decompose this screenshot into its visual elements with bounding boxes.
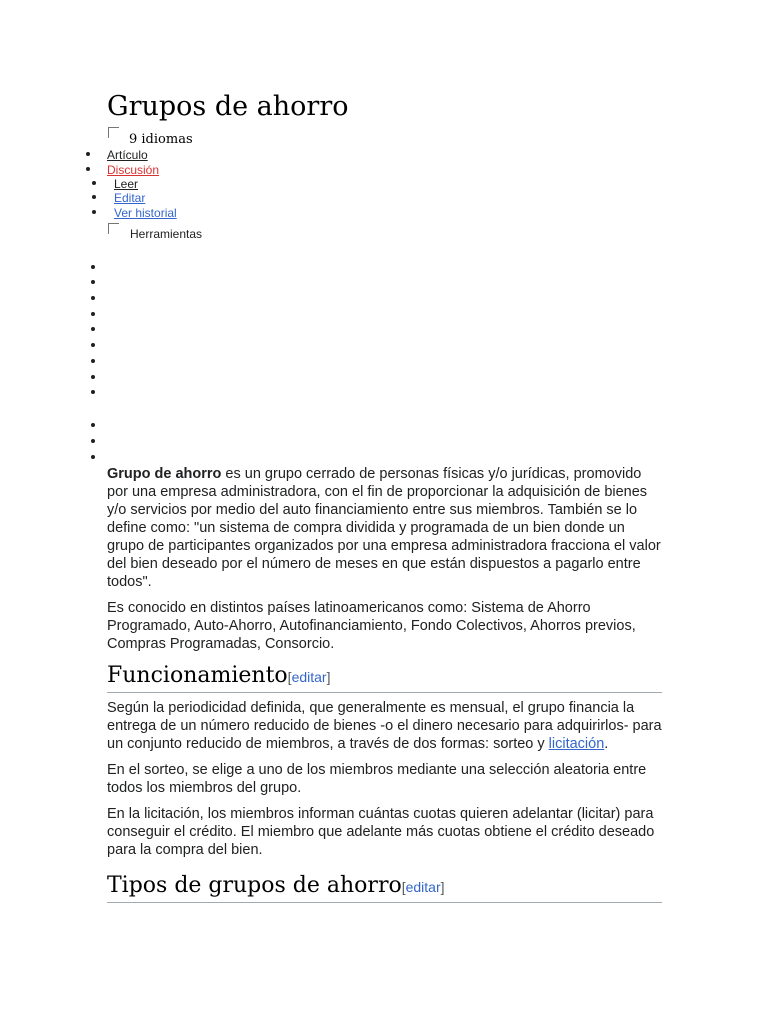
edit-section-link[interactable]: editar [291, 669, 327, 685]
page-title: Grupos de ahorro [107, 91, 349, 122]
edit-section-link[interactable]: editar [405, 879, 441, 895]
bullet-icon [91, 343, 95, 347]
bullet-icon [91, 327, 95, 331]
tab-discussion-link[interactable]: Discusión [107, 162, 160, 177]
bullet-icon [91, 359, 95, 363]
language-checkbox-icon[interactable] [108, 127, 119, 138]
funcionamiento-paragraph-1 [107, 699, 662, 753]
edit-bracket-open: [ [401, 879, 406, 895]
funcionamiento-period: . [604, 736, 609, 752]
intro-paragraph-1 [107, 465, 662, 591]
section-heading-tipos [107, 871, 662, 903]
intro-paragraph-2: Es conocido en distintos países latinoamericanos como: Sistema de Ahorro Programado, Auto-Ahorro, Autofinanciamiento, Fondo Colectivos, Ahorros previos, Compras Programadas, Consorcio. [107, 600, 636, 652]
section-heading-text: Tipos de grupos de ahorro [107, 873, 402, 898]
article-body [107, 465, 662, 903]
licitacion-link[interactable]: licitación [548, 736, 605, 752]
section-heading-text: Funcionamiento [107, 663, 288, 688]
tools-label[interactable]: Herramientas [130, 227, 203, 241]
edit-bracket-open: [ [287, 669, 292, 685]
tab-edit-link[interactable]: Editar [114, 191, 146, 206]
tab-article-link[interactable]: Artículo [107, 148, 148, 162]
bullet-icon [91, 455, 95, 459]
funcionamiento-text: Según la periodicidad definida, que generalmente es mensual, el grupo financia la entrega de un número reducido de bienes -o el dinero necesario para adquirirlos- para un conjunto reducido de miembros, a través de dos formas: sorteo y [107, 700, 662, 752]
bullet-icon [91, 280, 95, 284]
bullet-icon [91, 439, 95, 443]
funcionamiento-paragraph-3: En la licitación, los miembros informan cuántas cuotas quieren adelantar (licitar) para conseguir el crédito. El miembro que adelante más cuotas obtiene el crédito deseado para la compra del bien. [107, 806, 655, 858]
bullet-icon [91, 265, 95, 269]
bullet-icon [91, 390, 95, 394]
intro-text: es un grupo cerrado de personas físicas y/o jurídicas, promovido por una empresa administradora, con el fin de proporcionar la adquisición de bienes y/o servicios por medio del auto financiamiento entre sus miembros. También se lo define como: "un sistema de compra dividida y programada de un bien donde un grupo de participantes organizados por una empresa administradora fracciona el valor del bien deseado por el número de meses en que están dispuestos a pagarlo entre todos". [107, 466, 661, 590]
empty-menu-list [0, 0, 100, 1024]
bullet-icon [91, 375, 95, 379]
section-edit [402, 879, 445, 895]
tab-read-link[interactable]: Leer [114, 177, 139, 191]
section-heading-funcionamiento [107, 661, 662, 693]
languages-label[interactable]: 9 idiomas [129, 132, 193, 147]
bullet-icon [91, 423, 95, 427]
tools-checkbox-icon[interactable] [108, 223, 119, 234]
tab-history-link[interactable]: Ver historial [114, 205, 177, 220]
section-edit [288, 669, 331, 685]
bullet-icon [91, 312, 95, 316]
intro-bold-term: Grupo de ahorro [107, 466, 222, 482]
bullet-icon [91, 296, 95, 300]
edit-bracket-close: ] [326, 669, 331, 685]
funcionamiento-paragraph-2: En el sorteo, se elige a uno de los miembros mediante una selección aleatoria entre todos los miembros del grupo. [107, 762, 647, 796]
edit-bracket-close: ] [440, 879, 445, 895]
